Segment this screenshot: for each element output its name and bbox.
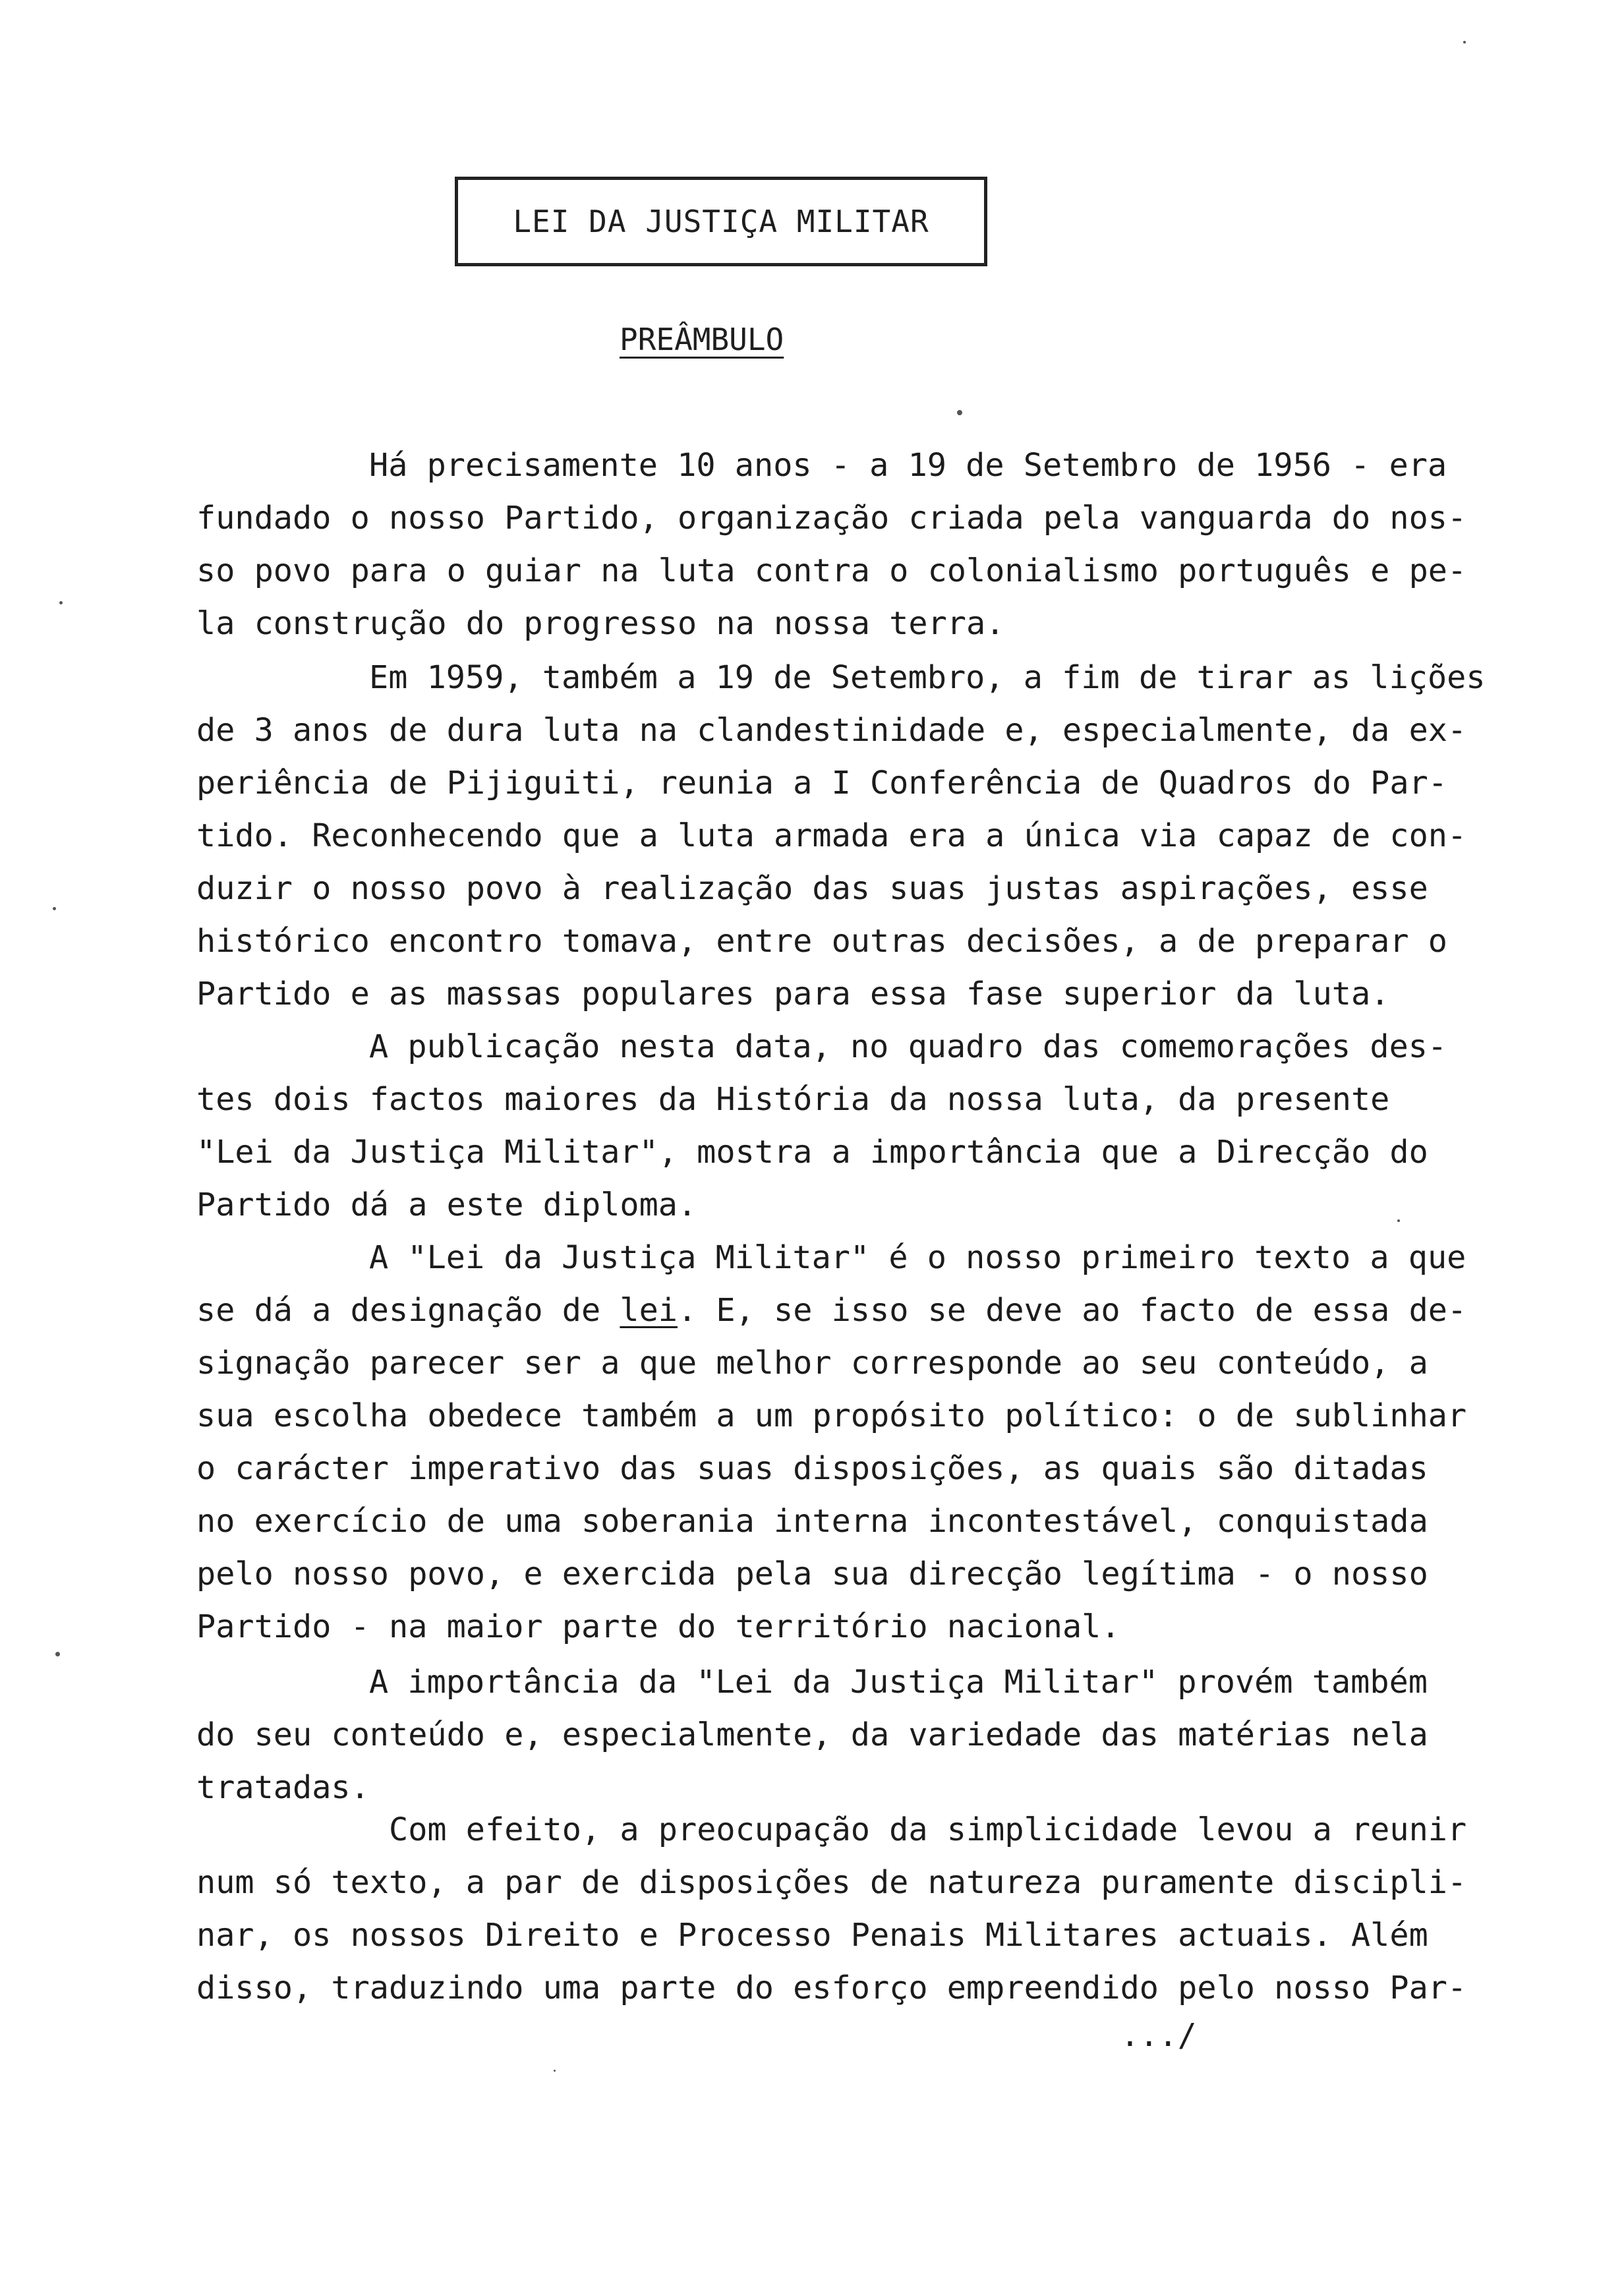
scan-speck bbox=[53, 907, 56, 910]
paragraph-line: la construção do progresso na nossa terra. bbox=[196, 605, 1005, 642]
continuation-mark: .../ bbox=[1120, 2017, 1197, 2054]
paragraph-line: tratadas. bbox=[196, 1769, 370, 1806]
paragraph-line: tido. Reconhecendo que a luta armada era a única via capaz de con- bbox=[196, 817, 1467, 854]
paragraph-line: "Lei da Justiça Militar", mostra a importância que a Direcção do bbox=[196, 1134, 1428, 1171]
paragraph-line bbox=[196, 1292, 1467, 1329]
paragraph-line: so povo para o guiar na luta contra o colonialismo português e pe- bbox=[196, 552, 1467, 589]
paragraph-line: Há precisamente 10 anos - a 19 de Setembro de 1956 - era bbox=[369, 447, 1447, 484]
scan-speck bbox=[554, 2070, 556, 2072]
paragraph-line: A importância da "Lei da Justiça Militar" provém também bbox=[369, 1664, 1428, 1701]
paragraph-line: o carácter imperativo das suas disposições, as quais são ditadas bbox=[196, 1450, 1428, 1487]
paragraph-line: de 3 anos de dura luta na clandestinidade e, especialmente, da ex- bbox=[196, 712, 1467, 749]
scan-speck bbox=[1397, 1219, 1400, 1222]
paragraph-line: disso, traduzindo uma parte do esforço empreendido pelo nosso Par- bbox=[196, 1970, 1467, 2006]
paragraph-line: do seu conteúdo e, especialmente, da variedade das matérias nela bbox=[196, 1716, 1428, 1753]
paragraph-line: Com efeito, a preocupação da simplicidade levou a reunir bbox=[389, 1811, 1467, 1848]
paragraph-line: pelo nosso povo, e exercida pela sua direcção legítima - o nosso bbox=[196, 1556, 1428, 1592]
paragraph-line: num só texto, a par de disposições de natureza puramente discipli- bbox=[196, 1864, 1467, 1901]
underlined-word: lei bbox=[620, 1292, 678, 1329]
paragraph-line: fundado o nosso Partido, organização criada pela vanguarda do nos- bbox=[196, 500, 1467, 537]
paragraph-line: periência de Pijiguiti, reunia a I Conferência de Quadros do Par- bbox=[196, 765, 1447, 802]
paragraph-line: Partido e as massas populares para essa fase superior da luta. bbox=[196, 976, 1390, 1012]
scan-speck bbox=[1463, 41, 1466, 44]
paragraph-line: A publicação nesta data, no quadro das comemorações des- bbox=[369, 1028, 1447, 1065]
paragraph-line: histórico encontro tomava, entre outras decisões, a de preparar o bbox=[196, 923, 1447, 960]
title-box bbox=[455, 177, 987, 266]
paragraph-line: A "Lei da Justiça Militar" é o nosso primeiro texto a que bbox=[369, 1239, 1466, 1276]
paragraph-line: no exercício de uma soberania interna incontestável, conquistada bbox=[196, 1503, 1428, 1540]
line-text: . E, se isso se deve ao facto de essa de- bbox=[678, 1292, 1467, 1329]
paragraph-line: duzir o nosso povo à realização das suas justas aspirações, esse bbox=[196, 870, 1428, 907]
section-heading: PREÂMBULO bbox=[620, 322, 784, 357]
scan-speck bbox=[957, 410, 962, 415]
paragraph-line: Partido dá a este diploma. bbox=[196, 1186, 697, 1223]
paragraph-line: nar, os nossos Direito e Processo Penais Militares actuais. Além bbox=[196, 1917, 1428, 1954]
paragraph-line: signação parecer ser a que melhor corresponde ao seu conteúdo, a bbox=[196, 1345, 1428, 1382]
paragraph-line: Em 1959, também a 19 de Setembro, a fim de tirar as lições bbox=[369, 659, 1486, 696]
paragraph-line: Partido - na maior parte do território nacional. bbox=[196, 1608, 1120, 1645]
line-text: se dá a designação de bbox=[196, 1292, 620, 1329]
scan-speck bbox=[59, 601, 63, 604]
paragraph-line: sua escolha obedece também a um propósito político: o de sublinhar bbox=[196, 1397, 1467, 1434]
document-title: LEI DA JUSTIÇA MILITAR bbox=[513, 204, 929, 239]
scan-speck bbox=[55, 1652, 60, 1656]
paragraph-line: tes dois factos maiores da História da nossa luta, da presente bbox=[196, 1081, 1390, 1118]
